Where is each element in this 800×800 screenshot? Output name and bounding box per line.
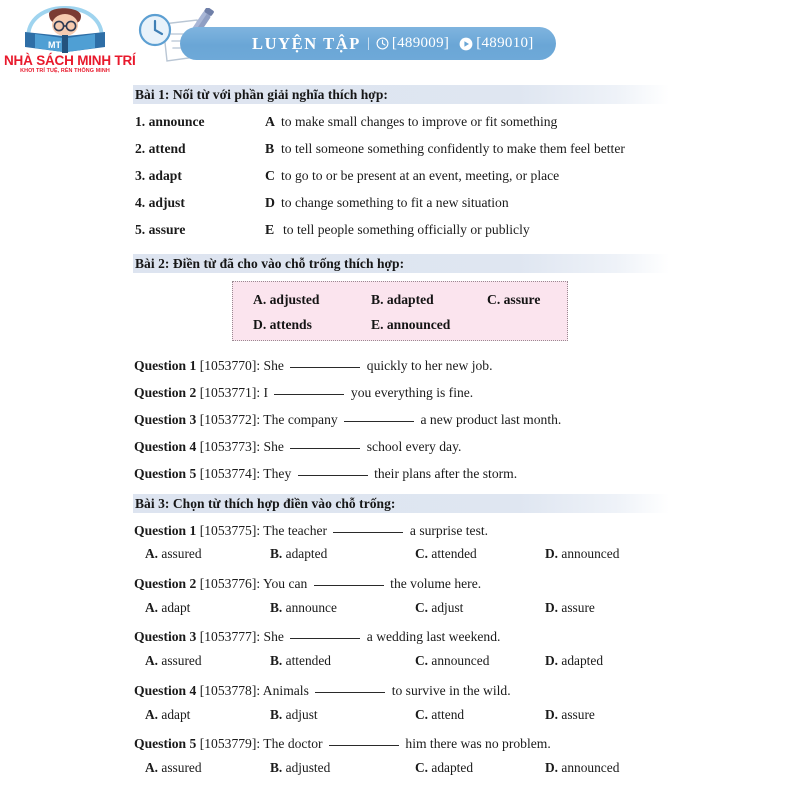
option-c[interactable] [415,707,464,723]
option-text: adapted [431,760,474,775]
play-circle-icon[interactable] [459,37,473,51]
option-letter: A. [145,707,159,722]
question-id: [1053771] [199,385,257,400]
match-term [135,114,205,130]
match-term [135,168,182,184]
question-id: [1053779] [199,736,257,751]
exercise-title-pill [180,27,556,60]
logo-tagline: KHƠI TRÍ TUỆ, RÈN THÔNG MINH [20,68,110,74]
answer-blank[interactable] [274,383,344,395]
question-text-after: a surprise test. [409,523,489,538]
match-term-word: adapt [148,168,182,183]
option-a[interactable] [145,600,190,616]
option-letter: B. [270,600,283,615]
option-letter: C. [415,707,429,722]
question-text-before: : They [256,466,292,481]
option-c[interactable] [415,600,463,616]
boy-reading-book-icon [4,2,126,54]
match-term-number: 5. [135,222,146,237]
word-bank-item: C. assure [487,292,541,307]
option-c[interactable] [415,653,489,669]
svg-text:MT: MT [48,40,61,50]
option-text: assured [161,546,202,561]
option-a[interactable] [145,653,202,669]
option-letter: B. [270,707,283,722]
match-def-text: to make small changes to improve or fit something [281,114,558,129]
match-term [135,222,185,238]
option-c[interactable] [415,546,477,562]
option-d[interactable] [545,546,619,562]
answer-blank[interactable] [290,437,360,449]
word-bank-item: D. attends [253,317,312,332]
option-text: announce [285,600,337,615]
question-label: Question 1 [134,358,197,373]
question-text-before: : She [256,629,284,644]
question-id: [1053775] [199,523,257,538]
match-def-text: to change something to fit a new situation [281,195,509,210]
option-letter: C. [415,546,429,561]
title-separator: | [367,35,370,51]
question-text-before: : The doctor [256,736,323,751]
play-code: [489010] [476,35,534,51]
question-id: [1053773] [199,439,257,454]
answer-blank[interactable] [314,574,384,586]
match-def-letter: B [265,141,275,156]
match-def-letter: A [265,114,275,129]
question-text-before: : The teacher [256,523,328,538]
question-id: [1053770] [199,358,257,373]
question-id: [1053776] [199,576,257,591]
question-item [134,383,473,401]
question-id: [1053772] [199,412,257,427]
option-b[interactable] [270,760,330,776]
option-text: announced [561,546,620,561]
question-label: Question 2 [134,385,197,400]
question-label: Question 3 [134,629,197,644]
question-item [134,410,561,428]
option-text: adjusted [285,760,331,775]
option-letter: D. [545,546,559,561]
option-d[interactable] [545,653,603,669]
question-item [134,627,500,645]
match-def-letter: D [265,195,275,210]
option-text: assured [161,653,202,668]
option-text: announced [561,760,620,775]
option-letter: D. [545,707,559,722]
option-letter: C. [415,760,429,775]
question-id: [1053777] [199,629,257,644]
question-text-after: you everything is fine. [350,385,474,400]
question-item [134,681,511,699]
match-term [135,195,185,211]
word-bank-item: E. announced [371,317,451,332]
option-d[interactable] [545,760,619,776]
option-letter: D. [545,653,559,668]
option-d[interactable] [545,600,595,616]
question-text-before: : You can [256,576,308,591]
option-text: adjust [431,600,464,615]
question-label: Question 3 [134,412,197,427]
option-a[interactable] [145,760,202,776]
answer-blank[interactable] [344,410,414,422]
match-term-number: 3. [135,168,146,183]
question-text-after: a new product last month. [420,412,562,427]
option-d[interactable] [545,707,595,723]
clock-code: [489009] [391,35,450,51]
question-text-before: : She [256,439,284,454]
question-text-after: him there was no problem. [405,736,551,751]
option-letter: C. [415,653,429,668]
option-letter: B. [270,760,283,775]
option-text: assure [561,707,595,722]
match-def-text: to go to or be present at an event, meeting, or place [281,168,560,183]
section-heading-bai-2 [133,254,669,273]
answer-blank[interactable] [290,627,360,639]
option-letter: A. [145,653,159,668]
option-letter: B. [270,546,283,561]
question-item [134,464,517,482]
question-id: [1053774] [199,466,257,481]
question-id: [1053778] [199,683,257,698]
match-def-text: to tell people something officially or publicly [283,222,530,237]
question-text-before: : The company [256,412,338,427]
match-def-letter: C [265,168,275,183]
question-label: Question 5 [134,736,197,751]
match-term-word: adjust [148,195,185,210]
option-row [0,653,800,671]
option-letter: A. [145,600,159,615]
match-term-number: 2. [135,141,146,156]
option-letter: B. [270,653,283,668]
option-text: adapted [285,546,328,561]
match-term-word: assure [148,222,186,237]
question-label: Question 1 [134,523,197,538]
option-b[interactable] [270,546,327,562]
match-term [135,141,186,157]
option-letter: D. [545,760,559,775]
clock-icon [376,37,389,50]
question-label: Question 4 [134,439,197,454]
logo-brand-name: NHÀ SÁCH MINH TRÍ [4,53,136,68]
match-term-word: attend [148,141,186,156]
section-heading-bai-1 [133,85,669,104]
section-heading-bai-3 [133,494,669,513]
match-term-word: announce [148,114,205,129]
question-text-after: a wedding last weekend. [366,629,501,644]
option-row [0,707,800,725]
question-label: Question 4 [134,683,197,698]
question-text-before: : She [256,358,284,373]
answer-blank[interactable] [298,464,368,476]
option-text: adapted [561,653,604,668]
option-text: announced [431,653,490,668]
question-text-before: : I [256,385,269,400]
answer-blank[interactable] [315,681,385,693]
match-term-number: 4. [135,195,146,210]
option-row [0,760,800,778]
option-c[interactable] [415,760,473,776]
question-item [134,734,551,752]
match-def-letter: E [265,222,275,237]
question-item [134,437,461,455]
option-row [0,546,800,564]
section-heading-text: Bài 1: Nối từ với phần giải nghĩa thích hợp: [135,86,388,102]
word-bank-box [232,281,568,341]
section-heading-text: Bài 2: Điền từ đã cho vào chỗ trống thích hợp: [135,255,405,271]
option-letter: D. [545,600,559,615]
option-letter: C. [415,600,429,615]
option-letter: A. [145,760,159,775]
option-text: attended [285,653,331,668]
option-b[interactable] [270,600,337,616]
question-item [134,521,488,539]
option-text: attended [431,546,477,561]
question-label: Question 2 [134,576,197,591]
option-text: assure [561,600,595,615]
question-label: Question 5 [134,466,197,481]
brand-logo [4,2,136,78]
question-item [134,356,492,374]
answer-blank[interactable] [329,734,399,746]
page-title: LUYỆN TẬP [252,33,361,53]
section-heading-text: Bài 3: Chọn từ thích hợp điền vào chỗ trống: [135,495,396,511]
question-text-after: school every day. [366,439,462,454]
option-a[interactable] [145,546,202,562]
option-text: adapt [161,600,191,615]
option-b[interactable] [270,707,318,723]
question-item [134,574,481,592]
answer-blank[interactable] [290,356,360,368]
question-text-before: : Animals [256,683,309,698]
answer-blank[interactable] [333,521,403,533]
word-bank-item: A. adjusted [253,292,320,307]
option-text: attend [431,707,465,722]
match-term-number: 1. [135,114,146,129]
question-text-after: their plans after the storm. [374,466,518,481]
option-row [0,600,800,618]
question-text-after: to survive in the wild. [391,683,511,698]
option-letter: A. [145,546,159,561]
option-text: adjust [285,707,318,722]
page-header [133,8,753,70]
question-text-after: quickly to her new job. [366,358,493,373]
match-def-text: to tell someone something confidently to make them feel better [281,141,625,156]
option-text: adapt [161,707,191,722]
question-text-after: the volume here. [390,576,482,591]
option-b[interactable] [270,653,331,669]
word-bank-item: B. adapted [371,292,434,307]
option-a[interactable] [145,707,190,723]
option-text: assured [161,760,202,775]
